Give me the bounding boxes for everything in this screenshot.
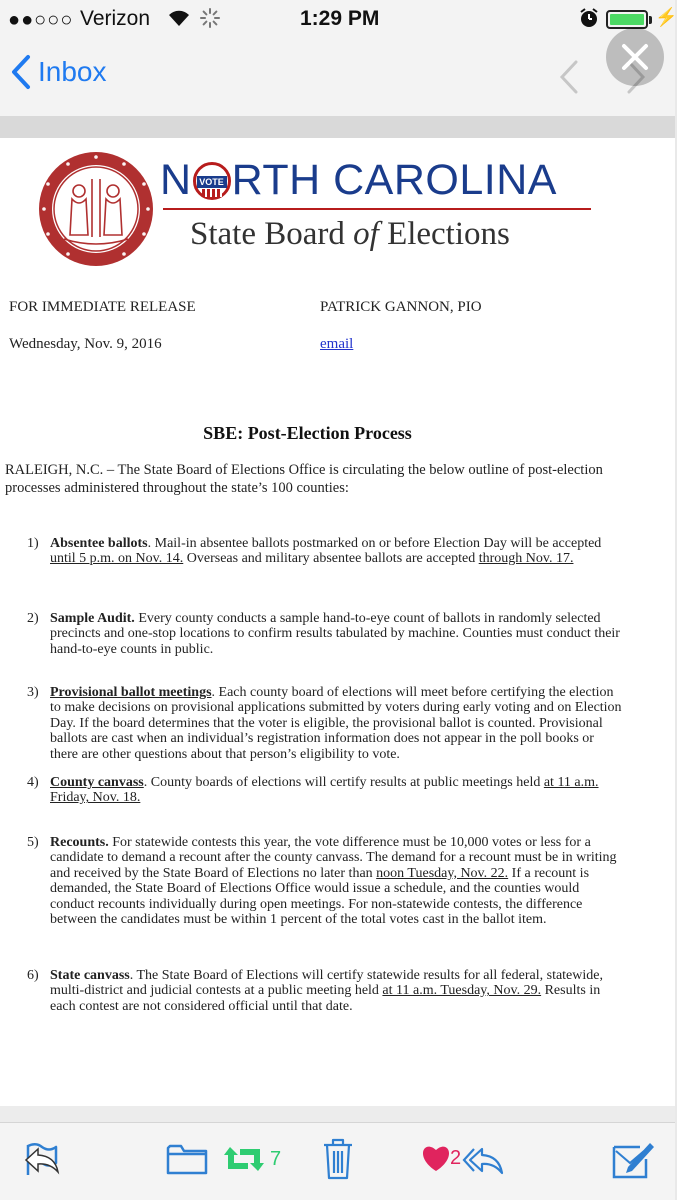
- reply-button[interactable]: [22, 1139, 62, 1179]
- previous-message-button[interactable]: [556, 58, 580, 101]
- retweet-count: 7: [270, 1147, 282, 1170]
- trash-icon: [320, 1137, 356, 1181]
- divider: [163, 208, 591, 210]
- chevron-up-icon: [556, 58, 580, 96]
- folder-button[interactable]: [166, 1142, 208, 1176]
- clock: 1:29 PM: [300, 7, 380, 30]
- message-content[interactable]: [0, 116, 675, 1122]
- back-label: Inbox: [38, 56, 107, 87]
- back-to-inbox-button[interactable]: [10, 54, 107, 90]
- chevron-left-icon: [10, 54, 32, 90]
- navigation-bar: [0, 38, 675, 116]
- attachment-strip: [0, 116, 675, 138]
- org-name-heading: [160, 156, 557, 205]
- battery-icon: [606, 10, 648, 29]
- document-title: SBE: Post-Election Process: [203, 423, 412, 443]
- bottom-toolbar: [0, 1122, 675, 1200]
- close-button[interactable]: [606, 28, 664, 86]
- like-button[interactable]: [420, 1143, 461, 1173]
- folder-icon: [166, 1142, 208, 1176]
- delete-button[interactable]: [320, 1137, 356, 1181]
- status-bar: [0, 0, 675, 38]
- retweet-button[interactable]: [222, 1143, 281, 1175]
- org-name-letter-n: N: [160, 156, 192, 204]
- reply-icon: [22, 1139, 62, 1179]
- close-icon: [620, 42, 650, 72]
- reply-all-button[interactable]: [462, 1143, 506, 1179]
- carrier-name: Verizon: [80, 7, 151, 30]
- release-date: Wednesday, Nov. 9, 2016: [9, 336, 162, 352]
- reply-all-icon: [462, 1143, 506, 1179]
- vote-badge-icon: [193, 162, 231, 200]
- retweet-icon: [222, 1143, 266, 1175]
- signal-strength: ●●○○○: [8, 9, 74, 31]
- charging-icon: ⚡: [655, 7, 677, 27]
- contact-name: PATRICK GANNON, PIO: [320, 299, 482, 315]
- intro-paragraph: RALEIGH, N.C. – The State Board of Elections Office is circulating the below outline of post-election processes administered throughout the state’s 100 counties:: [5, 462, 603, 496]
- like-count: 2: [450, 1146, 462, 1169]
- vote-badge-label: VOTE: [197, 176, 227, 188]
- press-release-document: N VOTE RTH CAROLINA State Board of Elections FOR IMMEDIATE RELEASE Wednesday, Nov. 9, 2016 PATRICK GANNON, PIO email SBE: Post-Election Process RALEIGH, N.C. – The State Board of Elections Office is circulating the below outline of post-election processes administered throughout the state’s 100 counties: 1) Absentee ballots. Mail-in absentee ballots postmarked on or before Election Day will be accepted until 5 p.m. on Nov. 14. Overseas and military absentee ballots are accepted through Nov. 17. 2) Sample Audit. Every county conducts a sample hand-to-eye count of ballots in randomly selected precincts and one-stop locations to confirm results tabulated by machine. Counties must conduct their hand-to-eye counts in public. 3) Provisional ballot meetings. Each county board of elections will meet before certifying the election to make decisions on provisional applications submitted by voters during early voting and on Election Day. If the board determines that the voter is eligible, the provisional ballot is counted. Provisional ballots are cast when an individual’s registration information does not appear in the poll books or there are other questions about that person’s eligibility to vote. 4) County canvass. County boards of elections will certify results at public meetings held at 11 a.m. Friday, Nov. 18. 5) Recounts. For statewide contests this year, the vote difference must be 10,000 votes or less for a candidate to demand a recount after the county canvass. The demand for a recount must be in writing and received by the State Board of Elections no later than noon Tuesday, Nov. 22. If a recount is demanded, the State Board of Elections Office would issue a schedule, and the counties would conduct recounts individually during open meetings. For non-statewide contests, the difference between the candidates must be within 1 percent of the total votes cast in the ballot item. 6) State canvass. The State Board of Elections will certify statewide results for all federal, statewide, multi-district and judicial contests at a public meeting held at 11 a.m. Tuesday, Nov. 29. Results in each contest are not considered official until that date.: [0, 138, 675, 1106]
- heart-icon: [420, 1143, 452, 1173]
- alarm-icon: [578, 7, 600, 35]
- release-label: FOR IMMEDIATE RELEASE: [9, 299, 196, 315]
- org-name-rest: RTH CAROLINA: [231, 156, 557, 204]
- email-link[interactable]: email: [320, 336, 354, 352]
- org-subtitle: State Board of Elections: [190, 216, 510, 252]
- wifi-icon: [167, 8, 191, 34]
- activity-spinner-icon: [199, 7, 221, 35]
- compose-icon: [610, 1139, 656, 1181]
- compose-button[interactable]: [610, 1139, 656, 1181]
- state-seal-icon: [36, 149, 156, 274]
